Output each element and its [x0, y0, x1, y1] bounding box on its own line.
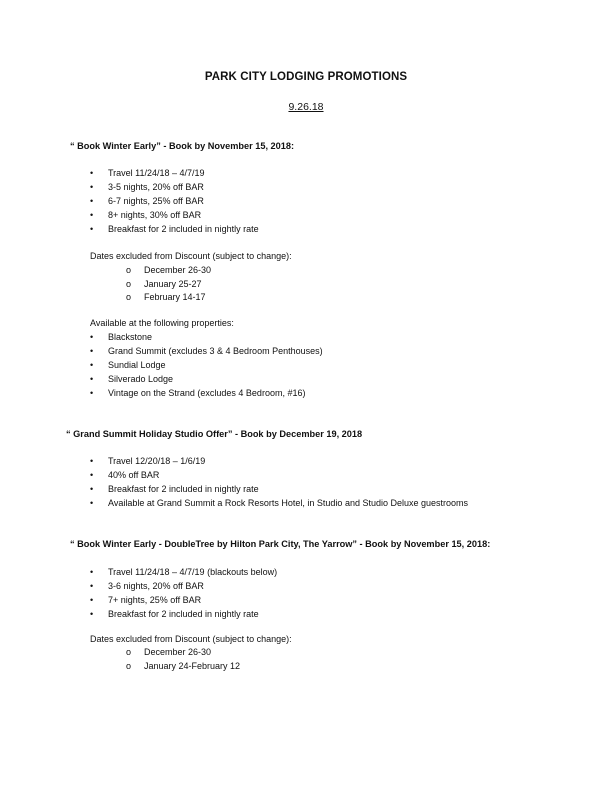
- list-item: • Breakfast for 2 included in nightly rate: [90, 224, 259, 234]
- bullet-icon: •: [90, 332, 94, 342]
- list-item: • 7+ nights, 25% off BAR: [90, 595, 202, 605]
- promo2-terms-list: [90, 454, 468, 510]
- list-item: o December 26-30: [126, 264, 211, 278]
- promo3-excluded-dates-list: [126, 646, 240, 673]
- bullet-icon: •: [90, 168, 94, 178]
- list-item: • Vintage on the Strand (excludes 4 Bedroom, #16): [90, 388, 306, 398]
- bullet-icon: •: [90, 456, 94, 466]
- excluded-dates-label: Dates excluded from Discount (subject to change):: [90, 634, 292, 644]
- bullet-icon: •: [90, 224, 94, 234]
- promo1-properties-list: [90, 330, 323, 400]
- bullet-icon: •: [90, 470, 94, 480]
- bullet-icon: •: [90, 581, 94, 591]
- bullet-icon: •: [90, 388, 94, 398]
- bullet-icon: •: [90, 595, 94, 605]
- excluded-dates-label: Dates excluded from Discount (subject to change):: [90, 251, 292, 261]
- list-item: o January 25-27: [126, 278, 211, 292]
- promo-heading-book-winter-early: “ Book Winter Early” - Book by November 15, 2018:: [70, 141, 295, 151]
- bullet-icon: •: [90, 567, 94, 577]
- document-title: PARK CITY LODGING PROMOTIONS: [204, 71, 408, 83]
- circle-bullet-icon: o: [126, 265, 132, 275]
- bullet-icon: •: [90, 360, 94, 370]
- bullet-icon: •: [90, 346, 94, 356]
- bullet-icon: •: [90, 609, 94, 619]
- circle-bullet-icon: o: [126, 647, 132, 657]
- list-item: • Available at Grand Summit a Rock Resorts Hotel, in Studio and Studio Deluxe guestrooms: [90, 498, 469, 508]
- list-item: • Breakfast for 2 included in nightly rate: [90, 609, 259, 619]
- circle-bullet-icon: o: [126, 660, 132, 671]
- list-item: • Travel 11/24/18 – 4/7/19: [90, 168, 205, 178]
- promo-heading-doubletree-yarrow: “ Book Winter Early - DoubleTree by Hilton Park City, The Yarrow” - Book by November 15, 2018:: [70, 539, 491, 549]
- list-item: • 3-5 nights, 20% off BAR: [90, 182, 204, 192]
- circle-bullet-icon: o: [126, 292, 132, 302]
- bullet-icon: •: [90, 182, 94, 192]
- bullet-icon: •: [90, 196, 94, 206]
- promo1-terms-list: [90, 166, 259, 236]
- list-item: • Blackstone: [90, 332, 153, 342]
- circle-bullet-icon: o: [126, 278, 132, 289]
- list-item: • 6-7 nights, 25% off BAR: [90, 196, 204, 206]
- list-item: o December 26-30: [126, 646, 240, 660]
- list-item: • 40% off BAR: [90, 470, 160, 480]
- list-item: • 3-6 nights, 20% off BAR: [90, 581, 204, 591]
- list-item: • 8+ nights, 30% off BAR: [90, 210, 202, 220]
- bullet-icon: •: [90, 498, 94, 508]
- list-item: • Travel 11/24/18 – 4/7/19 (blackouts below): [90, 567, 278, 577]
- list-item: o February 14-17: [126, 291, 211, 305]
- promo-heading-grand-summit-holiday: “ Grand Summit Holiday Studio Offer” - Book by December 19, 2018: [66, 429, 363, 439]
- list-item: o January 24-February 12: [126, 660, 240, 674]
- document-date: 9.26.18: [288, 101, 324, 113]
- list-item: • Grand Summit (excludes 3 & 4 Bedroom Penthouses): [90, 346, 323, 356]
- bullet-icon: •: [90, 210, 94, 220]
- list-item: • Travel 12/20/18 – 1/6/19: [90, 456, 206, 466]
- properties-label: Available at the following properties:: [90, 318, 234, 328]
- list-item: • Sundial Lodge: [90, 360, 166, 370]
- bullet-icon: •: [90, 484, 94, 494]
- promo3-terms-list: [90, 565, 277, 621]
- promo1-excluded-dates-list: [126, 264, 211, 305]
- list-item: • Breakfast for 2 included in nightly rate: [90, 484, 259, 494]
- bullet-icon: •: [90, 374, 94, 384]
- list-item: • Silverado Lodge: [90, 374, 174, 384]
